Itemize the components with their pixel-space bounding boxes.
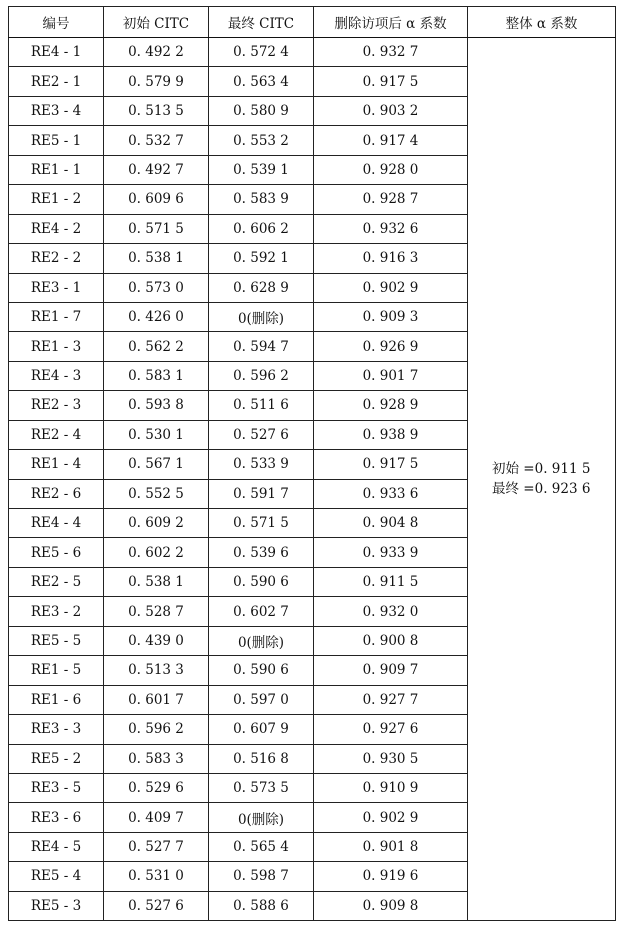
cell-initial-citc: 0. 609 2 [104,509,209,538]
cell-id: RE2 - 1 [9,67,104,96]
cell-id: RE3 - 3 [9,715,104,744]
cell-alpha-if-deleted: 0. 927 6 [314,715,468,744]
cell-final-citc: 0(删除) [209,803,314,832]
cell-alpha-if-deleted: 0. 933 9 [314,538,468,567]
header-overall-alpha: 整体 α 系数 [468,7,616,38]
cell-initial-citc: 0. 492 2 [104,38,209,67]
cell-id: RE5 - 5 [9,626,104,655]
cell-initial-citc: 0. 492 7 [104,155,209,184]
cell-final-citc: 0. 606 2 [209,214,314,243]
cell-id: RE5 - 2 [9,744,104,773]
cell-alpha-if-deleted: 0. 928 9 [314,391,468,420]
cell-initial-citc: 0. 583 1 [104,361,209,390]
cell-alpha-if-deleted: 0. 902 9 [314,803,468,832]
cell-final-citc: 0. 590 6 [209,567,314,596]
cell-initial-citc: 0. 609 6 [104,185,209,214]
cell-alpha-if-deleted: 0. 911 5 [314,567,468,596]
overall-alpha-cell [468,38,616,921]
cell-alpha-if-deleted: 0. 917 5 [314,450,468,479]
cell-initial-citc: 0. 531 0 [104,862,209,891]
cell-id: RE1 - 6 [9,685,104,714]
cell-final-citc: 0(删除) [209,626,314,655]
cell-id: RE3 - 5 [9,773,104,802]
cell-final-citc: 0. 565 4 [209,832,314,861]
cell-id: RE2 - 2 [9,244,104,273]
cell-initial-citc: 0. 527 7 [104,832,209,861]
cell-alpha-if-deleted: 0. 927 7 [314,685,468,714]
cell-final-citc: 0. 572 4 [209,38,314,67]
cell-alpha-if-deleted: 0. 902 9 [314,273,468,302]
cell-alpha-if-deleted: 0. 900 8 [314,626,468,655]
cell-id: RE1 - 3 [9,332,104,361]
cell-id: RE1 - 4 [9,450,104,479]
cell-id: RE3 - 2 [9,597,104,626]
cell-id: RE3 - 6 [9,803,104,832]
cell-id: RE4 - 5 [9,832,104,861]
cell-initial-citc: 0. 528 7 [104,597,209,626]
cell-final-citc: 0. 594 7 [209,332,314,361]
cell-id: RE4 - 1 [9,38,104,67]
cell-initial-citc: 0. 593 8 [104,391,209,420]
cell-final-citc: 0. 539 6 [209,538,314,567]
cell-id: RE1 - 1 [9,155,104,184]
header-id: 编号 [9,7,104,38]
cell-alpha-if-deleted: 0. 926 9 [314,332,468,361]
cell-alpha-if-deleted: 0. 916 3 [314,244,468,273]
reliability-table [8,6,616,921]
cell-final-citc: 0(删除) [209,302,314,331]
cell-final-citc: 0. 590 6 [209,656,314,685]
cell-initial-citc: 0. 538 1 [104,244,209,273]
cell-initial-citc: 0. 579 9 [104,67,209,96]
header-alpha-if-deleted: 删除访项后 α 系数 [314,7,468,38]
cell-alpha-if-deleted: 0. 928 7 [314,185,468,214]
cell-initial-citc: 0. 571 5 [104,214,209,243]
cell-final-citc: 0. 553 2 [209,126,314,155]
cell-initial-citc: 0. 601 7 [104,685,209,714]
cell-initial-citc: 0. 513 3 [104,656,209,685]
table-header [9,7,616,38]
cell-final-citc: 0. 516 8 [209,744,314,773]
cell-final-citc: 0. 511 6 [209,391,314,420]
cell-alpha-if-deleted: 0. 909 3 [314,302,468,331]
overall-initial-alpha: 初始 =0. 911 5 [492,461,591,478]
cell-id: RE3 - 4 [9,96,104,125]
cell-alpha-if-deleted: 0. 917 5 [314,67,468,96]
cell-final-citc: 0. 607 9 [209,715,314,744]
cell-final-citc: 0. 563 4 [209,67,314,96]
header-final-citc: 最终 CITC [209,7,314,38]
cell-initial-citc: 0. 426 0 [104,302,209,331]
cell-initial-citc: 0. 532 7 [104,126,209,155]
cell-final-citc: 0. 598 7 [209,862,314,891]
table-row [9,38,616,67]
table-body [9,38,616,921]
cell-alpha-if-deleted: 0. 901 7 [314,361,468,390]
cell-alpha-if-deleted: 0. 933 6 [314,479,468,508]
cell-id: RE5 - 6 [9,538,104,567]
cell-alpha-if-deleted: 0. 903 2 [314,96,468,125]
cell-initial-citc: 0. 562 2 [104,332,209,361]
cell-initial-citc: 0. 596 2 [104,715,209,744]
cell-final-citc: 0. 596 2 [209,361,314,390]
cell-initial-citc: 0. 602 2 [104,538,209,567]
cell-final-citc: 0. 592 1 [209,244,314,273]
cell-alpha-if-deleted: 0. 932 6 [314,214,468,243]
cell-alpha-if-deleted: 0. 930 5 [314,744,468,773]
cell-initial-citc: 0. 513 5 [104,96,209,125]
cell-initial-citc: 0. 583 3 [104,744,209,773]
cell-final-citc: 0. 588 6 [209,891,314,920]
cell-id: RE1 - 2 [9,185,104,214]
cell-id: RE5 - 3 [9,891,104,920]
cell-initial-citc: 0. 439 0 [104,626,209,655]
cell-id: RE1 - 5 [9,656,104,685]
cell-alpha-if-deleted: 0. 928 0 [314,155,468,184]
cell-id: RE1 - 7 [9,302,104,331]
cell-final-citc: 0. 628 9 [209,273,314,302]
cell-id: RE2 - 5 [9,567,104,596]
cell-alpha-if-deleted: 0. 904 8 [314,509,468,538]
cell-final-citc: 0. 571 5 [209,509,314,538]
cell-initial-citc: 0. 567 1 [104,450,209,479]
cell-final-citc: 0. 591 7 [209,479,314,508]
overall-final-alpha: 最终 =0. 923 6 [492,481,591,498]
cell-final-citc: 0. 533 9 [209,450,314,479]
cell-alpha-if-deleted: 0. 938 9 [314,420,468,449]
cell-initial-citc: 0. 538 1 [104,567,209,596]
cell-id: RE2 - 6 [9,479,104,508]
cell-alpha-if-deleted: 0. 909 8 [314,891,468,920]
cell-alpha-if-deleted: 0. 917 4 [314,126,468,155]
cell-alpha-if-deleted: 0. 932 0 [314,597,468,626]
cell-alpha-if-deleted: 0. 909 7 [314,656,468,685]
cell-initial-citc: 0. 530 1 [104,420,209,449]
cell-initial-citc: 0. 573 0 [104,273,209,302]
cell-id: RE4 - 4 [9,509,104,538]
cell-initial-citc: 0. 529 6 [104,773,209,802]
cell-id: RE5 - 1 [9,126,104,155]
cell-initial-citc: 0. 409 7 [104,803,209,832]
cell-final-citc: 0. 602 7 [209,597,314,626]
cell-final-citc: 0. 580 9 [209,96,314,125]
cell-final-citc: 0. 597 0 [209,685,314,714]
cell-id: RE3 - 1 [9,273,104,302]
cell-final-citc: 0. 583 9 [209,185,314,214]
cell-alpha-if-deleted: 0. 932 7 [314,38,468,67]
cell-final-citc: 0. 573 5 [209,773,314,802]
cell-alpha-if-deleted: 0. 901 8 [314,832,468,861]
cell-final-citc: 0. 539 1 [209,155,314,184]
cell-id: RE4 - 3 [9,361,104,390]
cell-alpha-if-deleted: 0. 919 6 [314,862,468,891]
cell-id: RE4 - 2 [9,214,104,243]
header-initial-citc: 初始 CITC [104,7,209,38]
cell-alpha-if-deleted: 0. 910 9 [314,773,468,802]
cell-id: RE5 - 4 [9,862,104,891]
cell-id: RE2 - 3 [9,391,104,420]
cell-initial-citc: 0. 552 5 [104,479,209,508]
cell-initial-citc: 0. 527 6 [104,891,209,920]
cell-id: RE2 - 4 [9,420,104,449]
cell-final-citc: 0. 527 6 [209,420,314,449]
header-row [9,7,616,38]
